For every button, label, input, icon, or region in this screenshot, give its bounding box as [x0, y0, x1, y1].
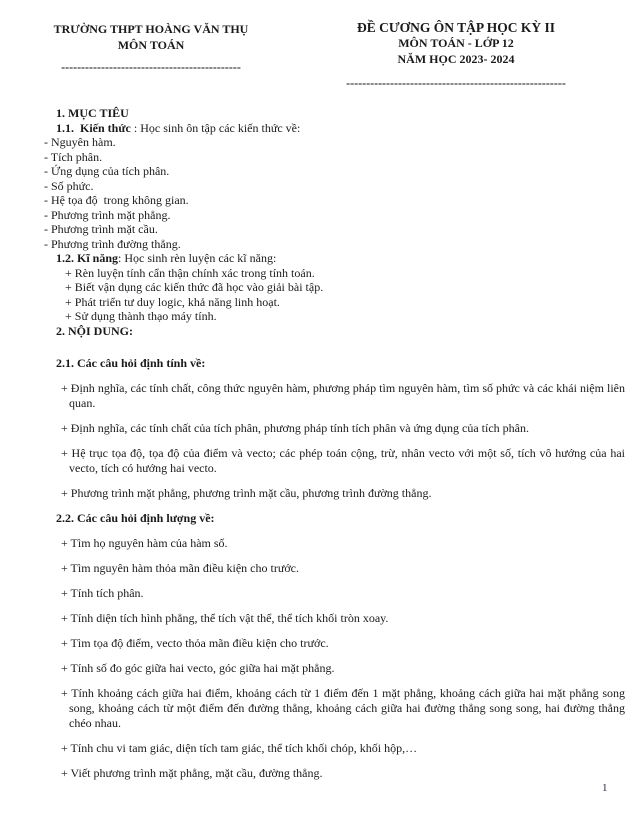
- list-item: + Định nghĩa, các tính chất, công thức nguyên hàm, phương pháp tìm nguyên hàm, tìm số phức và các khái niệm liên quan.: [61, 381, 625, 410]
- header-right-divider: -------------------------------------------------------: [346, 77, 566, 89]
- list-item: + Phương trình mặt phẳng, phương trình mặt cầu, phương trình đường thẳng.: [61, 486, 432, 500]
- header-school-block: [40, 22, 262, 73]
- list-item: + Biết vận dụng các kiến thức đã học vào giải bài tập.: [65, 280, 324, 294]
- subsection-kien-thuc: [44, 121, 625, 136]
- subsection-ki-nang-label: 1.2. Kĩ năng: [56, 251, 119, 265]
- exam-title: ĐỀ CƯƠNG ÔN TẬP HỌC KỲ II: [356, 20, 556, 35]
- list-item: + Tìm nguyên hàm thỏa mãn điều kiện cho trước.: [61, 561, 300, 575]
- list-item: + Tính chu vi tam giác, diện tích tam giác, thể tích khối chóp, khối hộp,…: [61, 741, 418, 755]
- list-item: - Số phức.: [44, 178, 94, 193]
- section-heading-dinh-tinh: 2.1. Các câu hỏi định tính về:: [56, 356, 206, 370]
- subsection-kien-thuc-label: 1.1. Kiến thức: [56, 120, 131, 135]
- list-item: - Nguyên hàm.: [44, 135, 116, 149]
- list-item: + Định nghĩa, các tính chất của tích phân, phương pháp tính tích phân và ứng dụng của tích phân.: [61, 421, 529, 435]
- list-item: + Hệ trục tọa độ, tọa độ của điểm và vecto; các phép toán cộng, trừ, nhân vecto với một số, tích vô hướng của hai vecto, tích có hướng hai vecto.: [61, 446, 625, 475]
- list-item: + Rèn luyện tính cẩn thận chính xác trong tính toán.: [65, 265, 315, 280]
- list-item: - Phương trình mặt phẳng.: [44, 207, 171, 222]
- exam-subject-class: MÔN TOÁN - LỚP 12: [398, 36, 514, 50]
- list-item: + Tính số đo góc giữa hai vecto, góc giữa hai mặt phẳng.: [61, 661, 335, 675]
- exam-school-year: NĂM HỌC 2023- 2024: [397, 51, 515, 66]
- list-item: + Tính diện tích hình phẳng, thể tích vật thể, thể tích khối tròn xoay.: [61, 611, 389, 625]
- list-item: + Viết phương trình mặt phẳng, mặt cầu, đường thẳng.: [61, 766, 323, 780]
- subsection-ki-nang: [44, 251, 625, 266]
- list-item: + Tính tích phân.: [61, 586, 144, 600]
- list-item: + Phát triển tư duy logic, khả năng linh hoạt.: [65, 294, 280, 309]
- subsection-ki-nang-text: : Học sinh rèn luyện các kĩ năng:: [118, 251, 277, 265]
- list-item: + Sử dụng thành thạo máy tính.: [65, 309, 217, 323]
- header-left-divider: ---------------------------------------------: [61, 61, 241, 73]
- list-item: + Tính khoảng cách giữa hai điểm, khoảng cách từ 1 điểm đến 1 mặt phẳng, khoảng cách giữa hai mặt phẳng song song, khoảng cách từ một điểm đến đường thẳng, khoảng cách giữa hai đường thẳng song song, hai đường thẳng chéo nhau.: [61, 686, 625, 730]
- list-item: + Tìm họ nguyên hàm của hàm số.: [61, 536, 228, 550]
- list-item: + Tìm tọa độ điểm, vecto thỏa mãn điều kiện cho trước.: [61, 636, 329, 650]
- header-title-block: [340, 19, 572, 89]
- page-number: 1: [602, 782, 608, 794]
- list-item: - Hệ tọa độ trong không gian.: [44, 193, 189, 207]
- list-item: - Tích phân.: [44, 149, 103, 164]
- subsection-kien-thuc-text: : Học sinh ôn tập các kiến thức về:: [130, 120, 301, 135]
- section-heading-noi-dung: 2. NỘI DUNG:: [56, 323, 133, 338]
- section-heading-dinh-luong: 2.2. Các câu hỏi định lượng về:: [56, 511, 215, 525]
- section-heading-muc-tieu: 1. MỤC TIÊU: [56, 106, 129, 120]
- school-name: TRƯỜNG THPT HOÀNG VĂN THỤ: [53, 22, 249, 36]
- list-item: - Phương trình đường thẳng.: [44, 236, 181, 251]
- list-item: - Ứng dụng của tích phân.: [44, 164, 170, 178]
- list-item: - Phương trình mặt cầu.: [44, 222, 158, 236]
- document-body: [44, 106, 625, 791]
- school-department: MÔN TOÁN: [117, 37, 185, 52]
